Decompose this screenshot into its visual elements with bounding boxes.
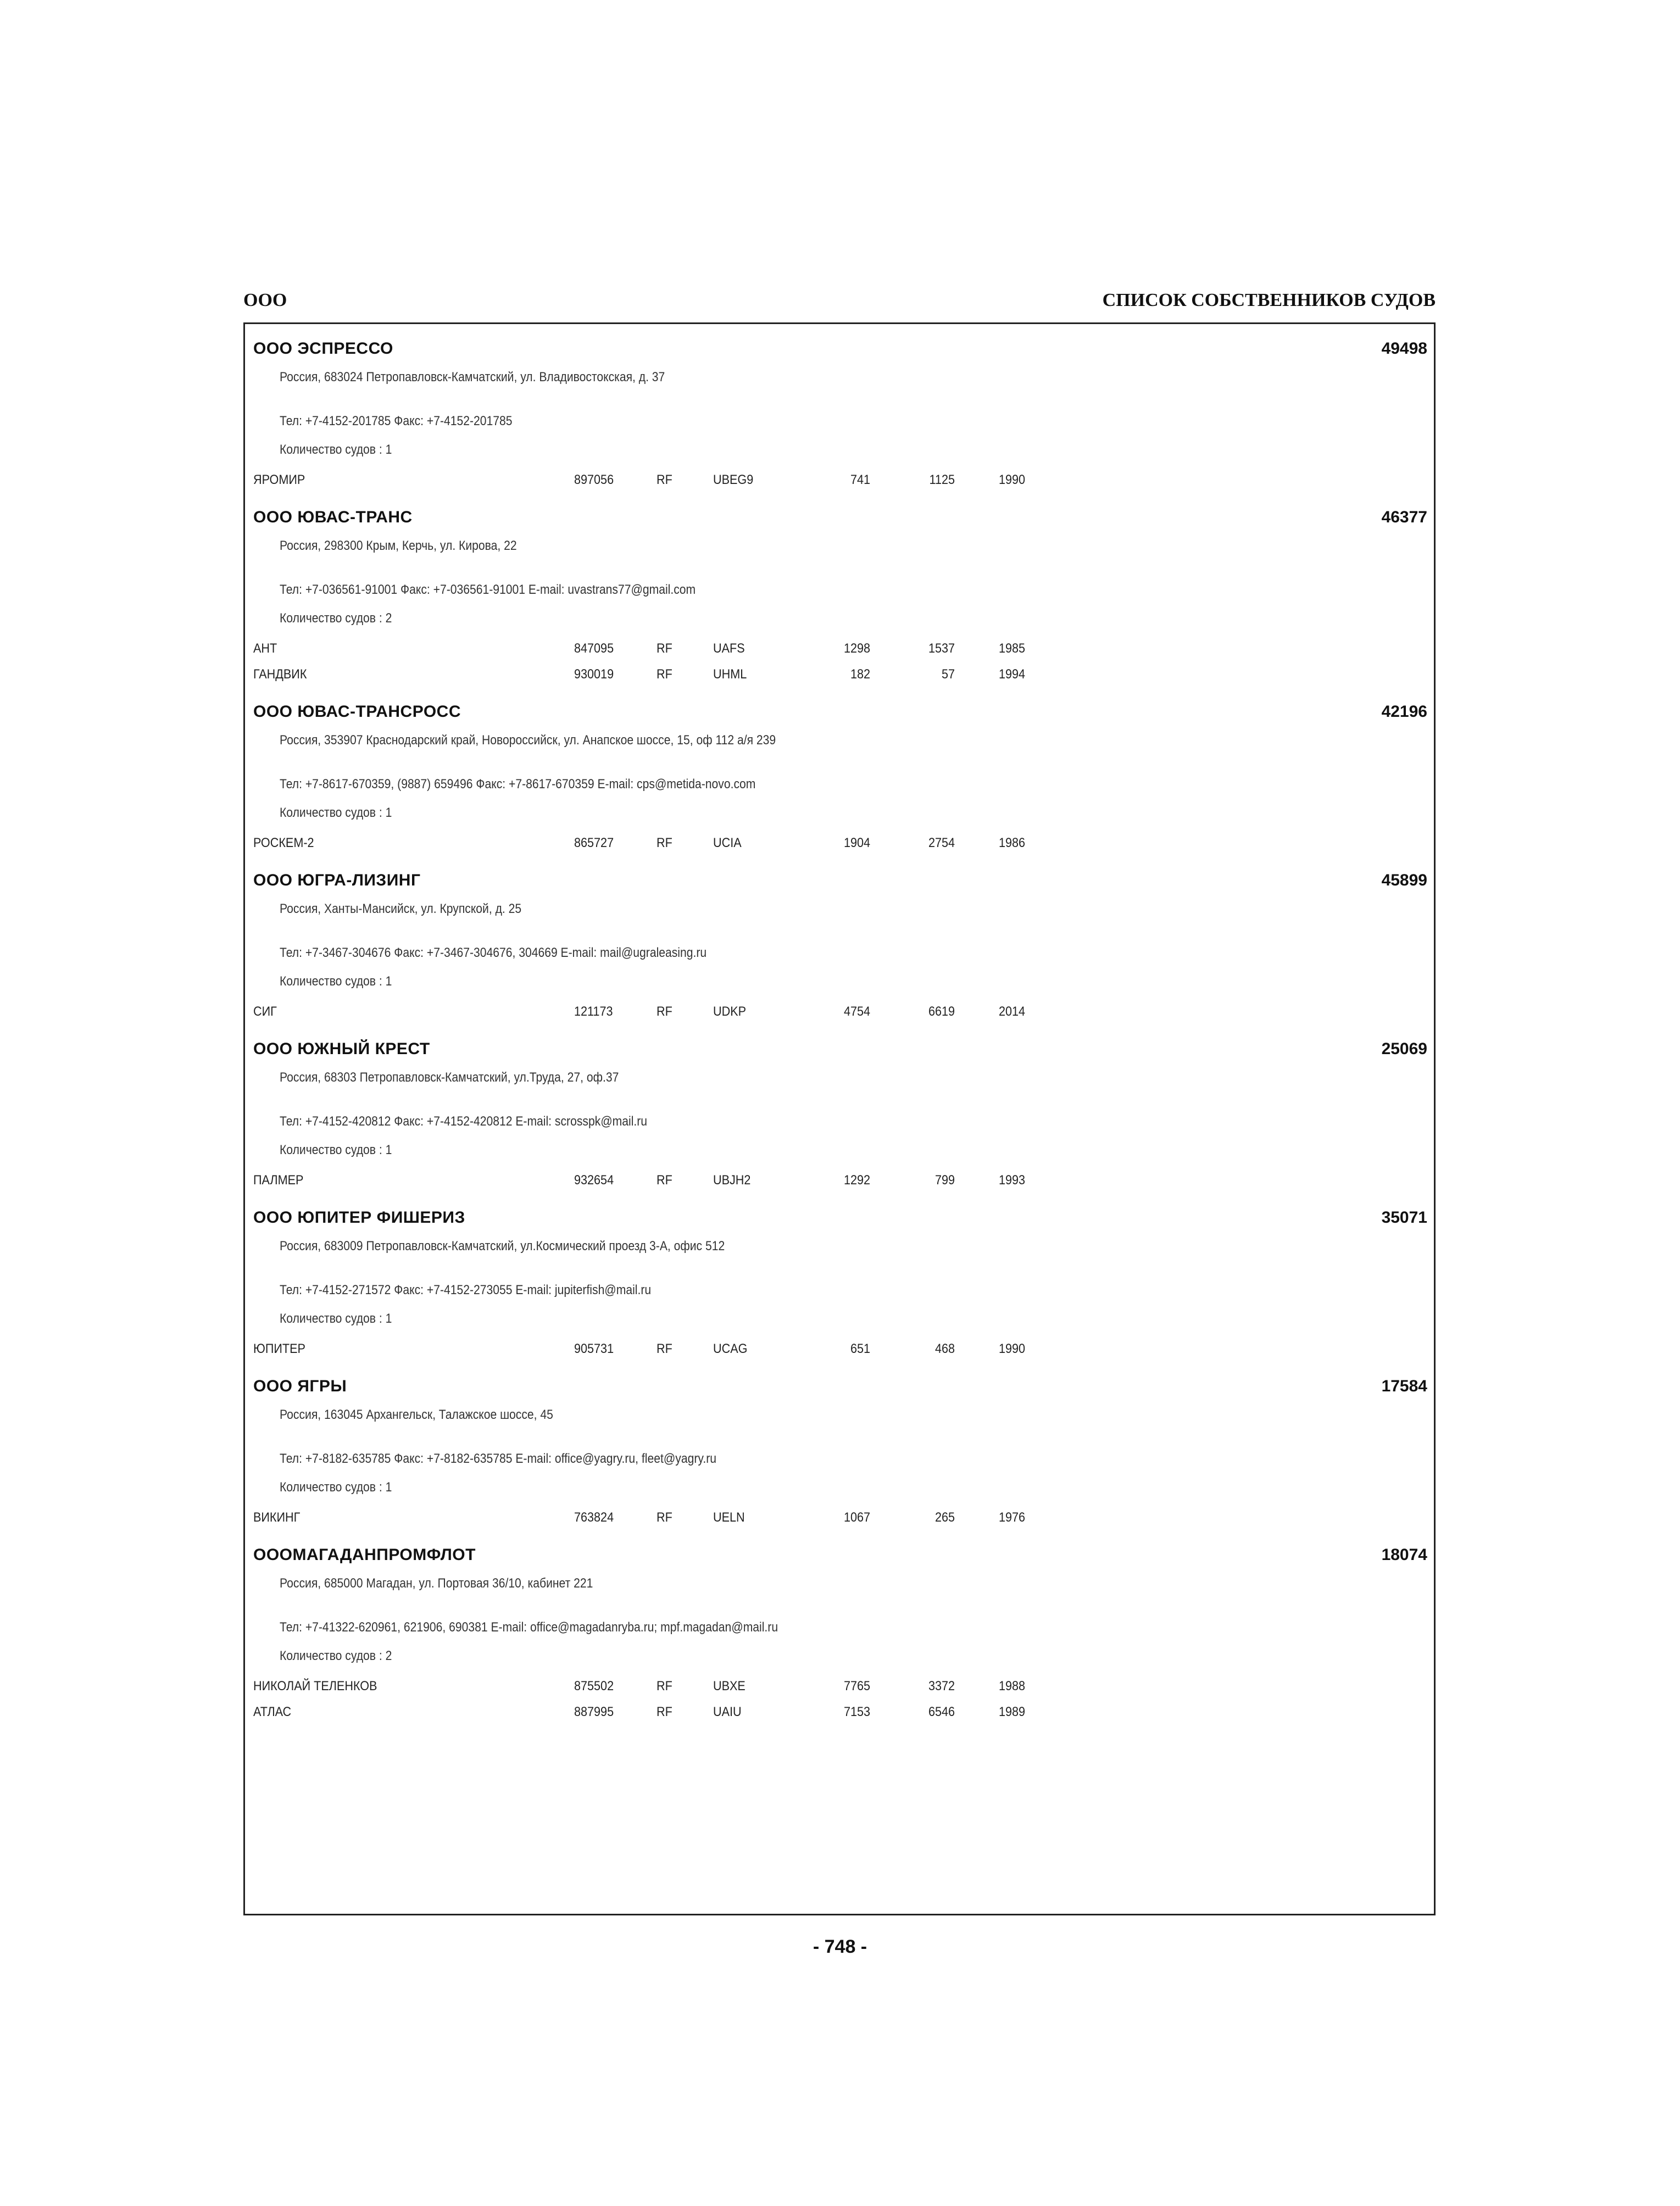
owner-entry xyxy=(245,1530,1434,1719)
vessel-flag: RF xyxy=(657,472,672,487)
vessel-flag: RF xyxy=(657,1173,672,1188)
vessel-deadweight: 468 xyxy=(934,1341,955,1356)
vessel-callsign: UBEG9 xyxy=(713,472,754,487)
vessel-flag: RF xyxy=(657,1679,672,1694)
vessel-row xyxy=(245,641,1434,665)
vessel-imo: 875502 xyxy=(574,1679,614,1694)
vessel-count: Количество судов : 1 xyxy=(280,442,392,457)
vessel-name: НИКОЛАЙ ТЕЛЕНКОВ xyxy=(253,1679,377,1694)
owner-entry xyxy=(245,856,1434,1023)
owner-address: Россия, 163045 Архангельск, Талажское шоссе, 45 xyxy=(280,1407,553,1422)
owner-code: 25069 xyxy=(1381,1040,1427,1058)
vessel-year: 1985 xyxy=(999,641,1026,656)
vessel-deadweight: 57 xyxy=(941,667,955,682)
vessel-name: ВИКИНГ xyxy=(253,1510,301,1525)
vessel-imo: 905731 xyxy=(574,1341,614,1356)
owner-code: 35071 xyxy=(1381,1208,1427,1227)
vessel-callsign: UAFS xyxy=(713,641,745,656)
owner-code: 46377 xyxy=(1381,508,1427,526)
owner-name: ООО ЮВАС-ТРАНС xyxy=(253,508,413,526)
vessel-imo: 897056 xyxy=(574,472,614,487)
page-header xyxy=(243,290,1436,317)
owner-address: Россия, Ханты-Мансийск, ул. Крупской, д. 25 xyxy=(280,901,522,916)
owner-code: 17584 xyxy=(1381,1377,1427,1395)
owners-list-frame xyxy=(243,322,1436,1915)
vessel-deadweight: 799 xyxy=(934,1173,955,1188)
vessel-count: Количество судов : 1 xyxy=(280,805,392,820)
owner-name: ООО ЮПИТЕР ФИШЕРИЗ xyxy=(253,1208,465,1227)
vessel-count: Количество судов : 2 xyxy=(280,611,392,626)
vessel-flag: RF xyxy=(657,667,672,682)
vessel-row xyxy=(245,1679,1434,1703)
owner-name: ООО ЭСПРЕССО xyxy=(253,339,393,358)
owner-address: Россия, 298300 Крым, Керчь, ул. Кирова, 22 xyxy=(280,538,517,553)
vessel-name: РОСКЕМ-2 xyxy=(253,835,314,850)
owner-code: 42196 xyxy=(1381,703,1427,721)
vessel-deadweight: 265 xyxy=(934,1510,955,1525)
vessel-tonnage: 1298 xyxy=(843,641,870,656)
vessel-deadweight: 2754 xyxy=(928,835,955,850)
vessel-deadweight: 6619 xyxy=(928,1004,955,1019)
vessel-tonnage: 7153 xyxy=(843,1704,870,1719)
vessel-callsign: UBJH2 xyxy=(713,1173,751,1188)
vessel-tonnage: 1904 xyxy=(843,835,870,850)
owner-entry xyxy=(245,1024,1434,1192)
owner-address: Россия, 685000 Магадан, ул. Портовая 36/10, кабинет 221 xyxy=(280,1576,593,1591)
vessel-callsign: UELN xyxy=(713,1510,745,1525)
vessel-count: Количество судов : 1 xyxy=(280,974,392,989)
owner-name: ОООМАГАДАНПРОМФЛОТ xyxy=(253,1546,476,1564)
owner-contacts: Тел: +7-036561-91001 Факс: +7-036561-91001 E-mail: uvastrans77@gmail.com xyxy=(280,582,696,597)
vessel-year: 1986 xyxy=(999,835,1026,850)
owner-code: 45899 xyxy=(1381,871,1427,889)
vessel-imo: 930019 xyxy=(574,667,614,682)
owner-contacts: Тел: +7-4152-201785 Факс: +7-4152-201785 xyxy=(280,414,513,428)
vessel-tonnage: 651 xyxy=(850,1341,870,1356)
vessel-name: ЯРОМИР xyxy=(253,472,305,487)
vessel-count: Количество судов : 1 xyxy=(280,1480,392,1495)
vessel-name: АНТ xyxy=(253,641,277,656)
vessel-tonnage: 4754 xyxy=(843,1004,870,1019)
vessel-year: 1994 xyxy=(999,667,1026,682)
vessel-callsign: UAIU xyxy=(713,1704,742,1719)
owner-code: 49498 xyxy=(1381,339,1427,358)
owner-name: ООО ЮЖНЫЙ КРЕСТ xyxy=(253,1040,430,1058)
vessel-year: 1988 xyxy=(999,1679,1026,1694)
owner-entry xyxy=(245,324,1434,492)
vessel-callsign: UCAG xyxy=(713,1341,748,1356)
vessel-year: 1990 xyxy=(999,1341,1026,1356)
owner-name: ООО ЯГРЫ xyxy=(253,1377,347,1395)
vessel-row xyxy=(245,1704,1434,1729)
owner-contacts: Тел: +7-8182-635785 Факс: +7-8182-635785 E-mail: office@yagry.ru, fleet@yagry.ru xyxy=(280,1451,717,1466)
vessel-name: АТЛАС xyxy=(253,1704,292,1719)
vessel-count: Количество судов : 2 xyxy=(280,1648,392,1663)
vessel-callsign: UDKP xyxy=(713,1004,747,1019)
owner-name: ООО ЮВАС-ТРАНСРОСС xyxy=(253,703,461,721)
vessel-tonnage: 1292 xyxy=(843,1173,870,1188)
owner-entry xyxy=(245,687,1434,855)
vessel-flag: RF xyxy=(657,641,672,656)
owner-entry xyxy=(245,1362,1434,1529)
vessel-tonnage: 1067 xyxy=(843,1510,870,1525)
vessel-year: 1993 xyxy=(999,1173,1026,1188)
page-number: - 748 - xyxy=(813,1936,867,1957)
owner-contacts: Тел: +7-4152-271572 Факс: +7-4152-273055 E-mail: jupiterfish@mail.ru xyxy=(280,1283,652,1297)
vessel-count: Количество судов : 1 xyxy=(280,1143,392,1157)
vessel-name: СИГ xyxy=(253,1004,277,1019)
vessel-imo: 121173 xyxy=(574,1004,613,1019)
owner-code: 18074 xyxy=(1381,1546,1427,1564)
vessel-callsign: UCIA xyxy=(713,835,742,850)
vessel-year: 1990 xyxy=(999,472,1026,487)
owner-name: ООО ЮГРА-ЛИЗИНГ xyxy=(253,871,421,889)
vessel-imo: 887995 xyxy=(574,1704,614,1719)
vessel-flag: RF xyxy=(657,1704,672,1719)
vessel-flag: RF xyxy=(657,1004,672,1019)
vessel-year: 2014 xyxy=(999,1004,1026,1019)
header-title: СПИСОК СОБСТВЕННИКОВ СУДОВ xyxy=(1102,290,1436,310)
vessel-imo: 763824 xyxy=(574,1510,614,1525)
vessel-count: Количество судов : 1 xyxy=(280,1311,392,1326)
owner-address: Россия, 68303 Петропавловск-Камчатский, ул.Труда, 27, оф.37 xyxy=(280,1070,619,1085)
vessel-flag: RF xyxy=(657,1510,672,1525)
owner-address: Россия, 683009 Петропавловск-Камчатский, ул.Космический проезд 3-А, офис 512 xyxy=(280,1239,725,1254)
vessel-imo: 932654 xyxy=(574,1173,614,1188)
vessel-flag: RF xyxy=(657,835,672,850)
header-left: ООО xyxy=(243,290,287,310)
vessel-deadweight: 1537 xyxy=(928,641,955,656)
owner-contacts: Тел: +7-8617-670359, (9887) 659496 Факс: +7-8617-670359 E-mail: cps@metida-novo.com xyxy=(280,777,756,792)
vessel-tonnage: 741 xyxy=(850,472,870,487)
vessel-tonnage: 7765 xyxy=(843,1679,870,1694)
vessel-name: ГАНДВИК xyxy=(253,667,307,682)
vessel-name: ЮПИТЕР xyxy=(253,1341,305,1356)
vessel-deadweight: 3372 xyxy=(928,1679,955,1694)
owner-contacts: Тел: +7-3467-304676 Факс: +7-3467-304676, 304669 E-mail: mail@ugraleasing.ru xyxy=(280,945,707,960)
owner-contacts: Тел: +7-41322-620961, 621906, 690381 E-mail: office@magadanryba.ru; mpf.magadan@mail.ru xyxy=(280,1620,778,1635)
vessel-year: 1976 xyxy=(999,1510,1026,1525)
vessel-deadweight: 6546 xyxy=(928,1704,955,1719)
owner-contacts: Тел: +7-4152-420812 Факс: +7-4152-420812 E-mail: scrosspk@mail.ru xyxy=(280,1114,648,1129)
vessel-flag: RF xyxy=(657,1341,672,1356)
vessel-year: 1989 xyxy=(999,1704,1026,1719)
owner-address: Россия, 353907 Краснодарский край, Новороссийск, ул. Анапское шоссе, 15, оф 112 а/я 239 xyxy=(280,733,776,748)
owner-entry xyxy=(245,493,1434,682)
owner-entry xyxy=(245,1193,1434,1361)
vessel-callsign: UBXE xyxy=(713,1679,746,1694)
vessel-tonnage: 182 xyxy=(850,667,870,682)
owner-address: Россия, 683024 Петропавловск-Камчатский, ул. Владивостокская, д. 37 xyxy=(280,370,665,385)
vessel-deadweight: 1125 xyxy=(929,472,955,487)
vessel-imo: 865727 xyxy=(574,835,614,850)
vessel-imo: 847095 xyxy=(574,641,614,656)
vessel-name: ПАЛМЕР xyxy=(253,1173,304,1188)
vessel-callsign: UHML xyxy=(713,667,747,682)
